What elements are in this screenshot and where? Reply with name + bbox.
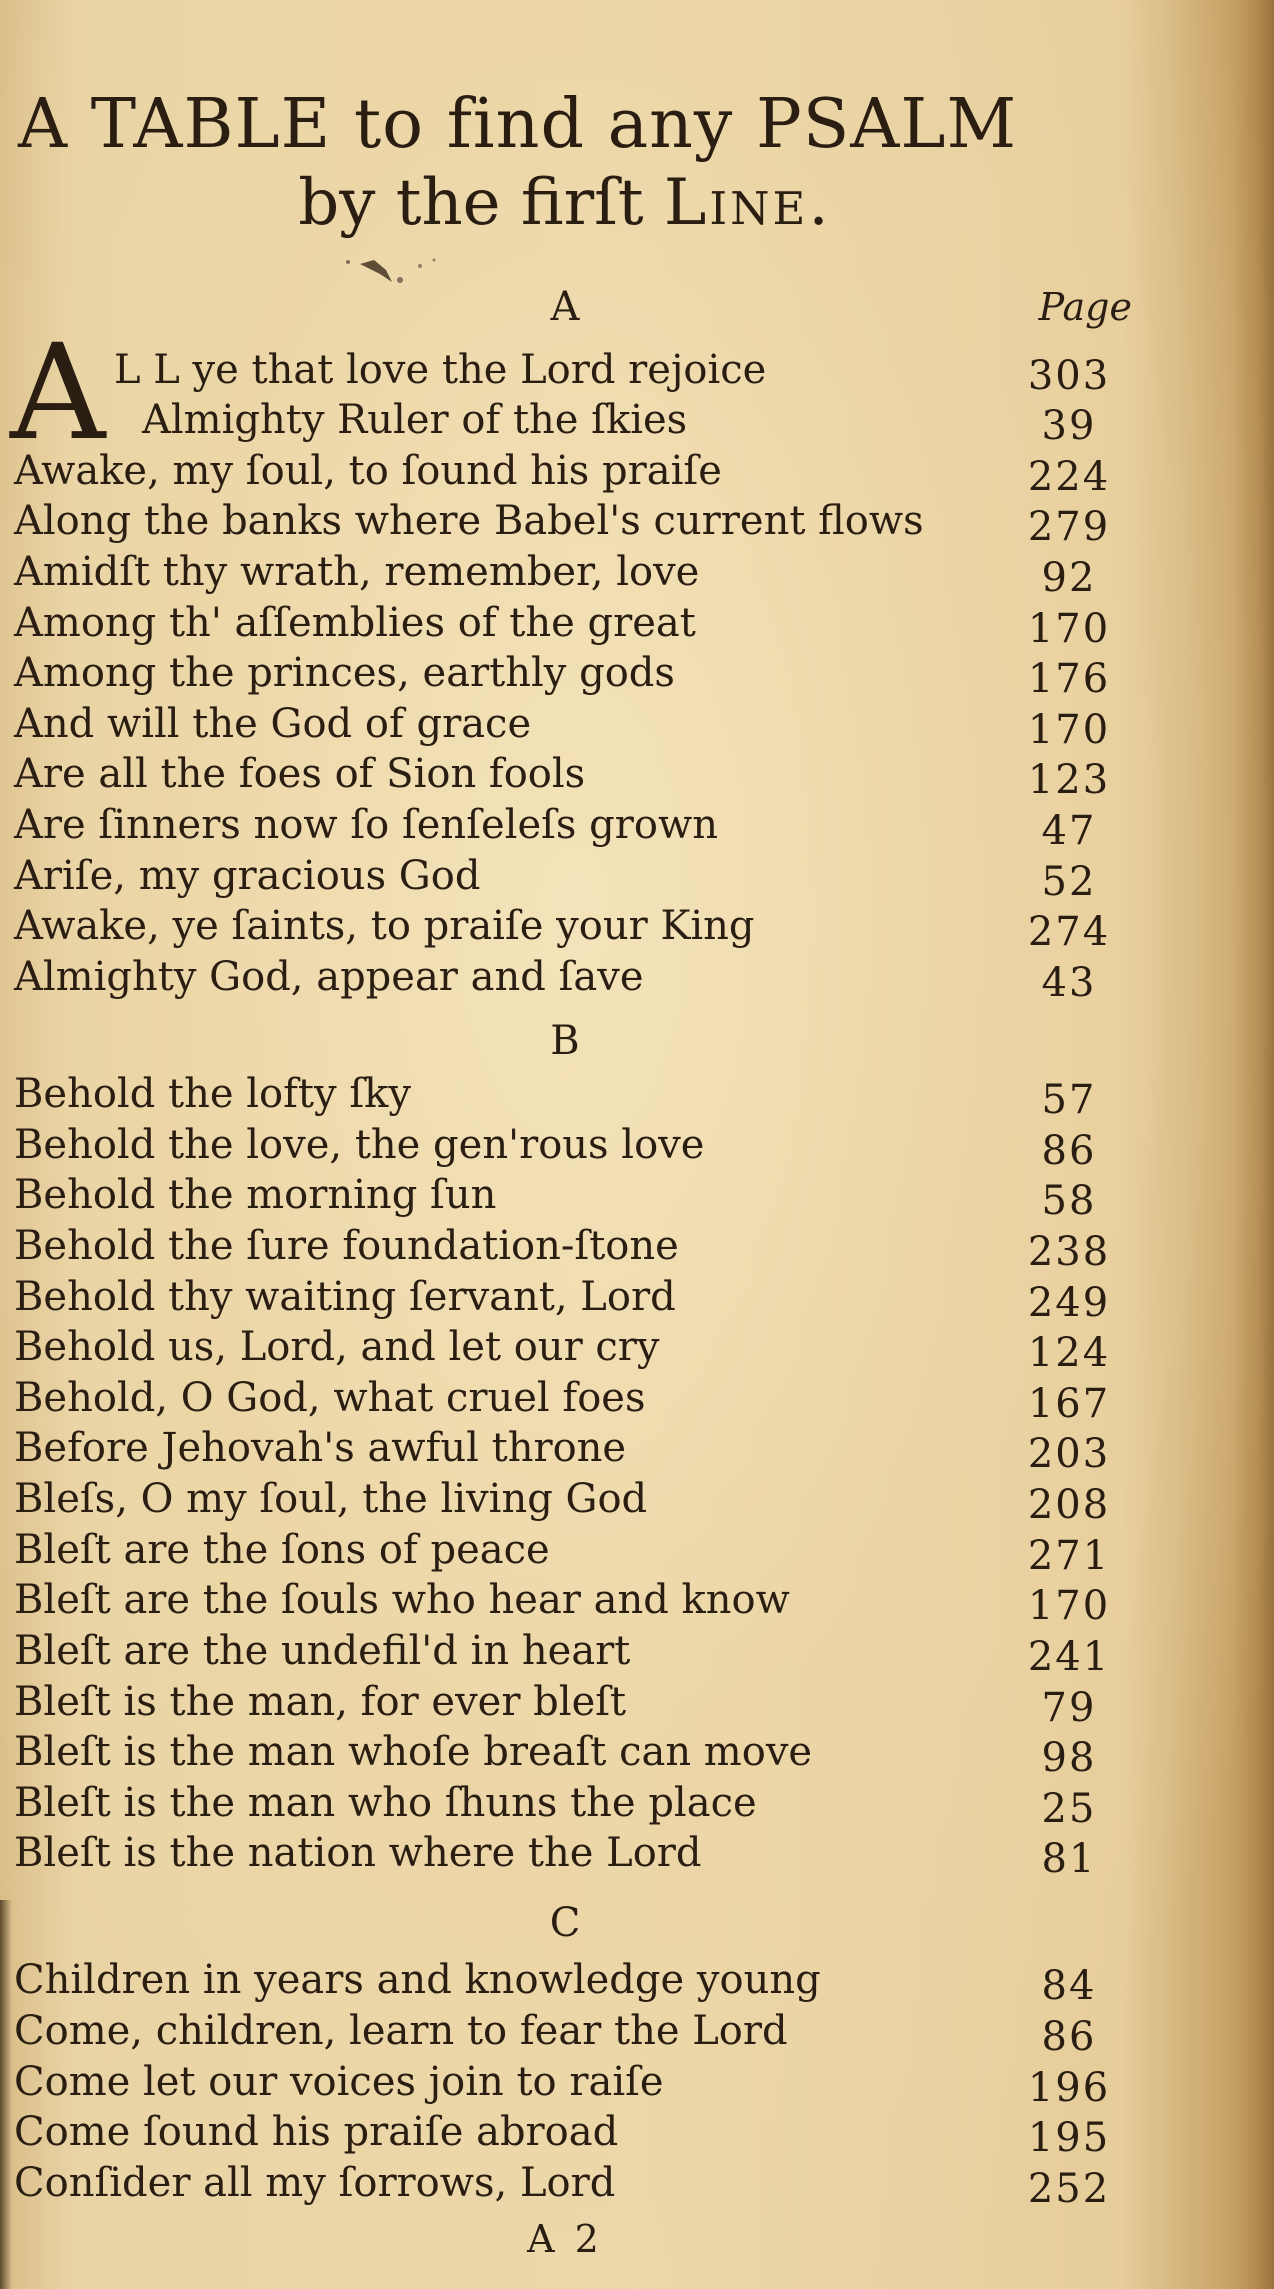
entry-page-number: 249 (1027, 1280, 1111, 1326)
entry-page-number: 196 (1027, 2065, 1111, 2111)
entry-page-number: 79 (1041, 1685, 1097, 1731)
entry-first-line: Behold the love, the gen'rous love (14, 1122, 705, 1168)
index-entry (14, 1778, 1124, 1832)
index-entry (14, 952, 1124, 1006)
entry-page-number: 303 (1027, 353, 1111, 399)
entry-page-number: 241 (1027, 1634, 1111, 1680)
entry-page-number: 98 (1041, 1735, 1097, 1781)
index-entry (14, 395, 1124, 449)
entry-page-number: 224 (1027, 454, 1111, 500)
entry-first-line: Almighty Ruler of the ſkies (142, 397, 688, 443)
entry-first-line: Conſider all my ſorrows, Lord (14, 2160, 616, 2206)
index-entry (14, 1272, 1124, 1326)
entry-first-line: Among the princes, earthly gods (14, 650, 675, 696)
index-entry (14, 2006, 1124, 2060)
index-entry (14, 1221, 1124, 1275)
entry-page-number: 208 (1027, 1482, 1111, 1528)
entry-first-line: Bleſs, O my ſoul, the living God (14, 1476, 648, 1522)
index-entry (14, 1525, 1124, 1579)
index-entry (14, 749, 1124, 803)
entry-page-number: 203 (1027, 1431, 1111, 1477)
entry-page-number: 58 (1041, 1178, 1097, 1224)
entry-first-line: Bleſt are the ſons of peace (14, 1527, 550, 1573)
entry-first-line: Along the banks where Babel's current flows (14, 498, 924, 544)
entry-first-line: Behold the lofty ſky (14, 1071, 411, 1117)
entry-first-line: Almighty God, appear and ſave (14, 954, 644, 1000)
entry-page-number: 170 (1027, 606, 1111, 652)
entry-page-number: 252 (1027, 2166, 1111, 2212)
entry-first-line: Are ſinners now ſo ſenſeleſs grown (14, 802, 718, 848)
entry-first-line: Behold the ſure foundation-ſtone (14, 1223, 679, 1269)
index-entry (14, 1828, 1124, 1882)
index-entry (14, 2107, 1124, 2161)
entry-first-line: Behold us, Lord, and let our cry (14, 1324, 660, 1370)
entry-first-line: Come ſound his praiſe abroad (14, 2109, 619, 2155)
entry-page-number: 92 (1041, 555, 1097, 601)
section-letter-c: C (549, 1900, 581, 1946)
entry-first-line: Behold, O God, what cruel foes (14, 1375, 646, 1421)
entry-page-number: 124 (1027, 1330, 1111, 1376)
index-entry (14, 1373, 1124, 1427)
index-entry (14, 648, 1124, 702)
entry-first-line: Bleſt are the undefil'd in heart (14, 1628, 631, 1674)
entry-page-number: 170 (1027, 707, 1111, 753)
entry-first-line: Children in years and knowledge young (14, 1957, 821, 2003)
drop-cap: A (10, 316, 106, 470)
entry-first-line: Among th' aſſemblies of the great (14, 600, 696, 646)
entry-first-line: Before Jehovah's awful throne (14, 1425, 627, 1471)
title-line-2-smallcaps: Line. (663, 166, 832, 240)
entry-page-number: 271 (1027, 1533, 1111, 1579)
entry-first-line: Bleſt is the man, for ever bleſt (14, 1679, 627, 1725)
index-entry (14, 598, 1124, 652)
entry-page-number: 39 (1041, 403, 1097, 449)
entry-first-line: L L ye that love the Lord rejoice (114, 347, 767, 393)
entry-first-line: Behold the morning ſun (14, 1172, 497, 1218)
entry-page-number: 170 (1027, 1583, 1111, 1629)
index-entry (14, 1575, 1124, 1629)
entry-page-number: 86 (1041, 1128, 1097, 1174)
entry-page-number: 279 (1027, 504, 1111, 550)
index-entry (14, 1120, 1124, 1174)
index-entry (14, 901, 1124, 955)
entry-page-number: 176 (1027, 656, 1111, 702)
page-title-line-2 (0, 165, 1130, 241)
entry-first-line: Awake, ye ſaints, to praiſe your King (14, 903, 755, 949)
page-edge-shadow (1234, 0, 1274, 2289)
section-letter-a: A (550, 284, 580, 330)
entry-page-number: 195 (1027, 2115, 1111, 2161)
entry-first-line: Come let our voices join to raiſe (14, 2059, 664, 2105)
entry-page-number: 167 (1027, 1381, 1111, 1427)
index-entry (14, 1322, 1124, 1376)
entry-page-number: 81 (1041, 1836, 1097, 1882)
entry-page-number: 52 (1041, 859, 1097, 905)
entry-page-number: 47 (1041, 808, 1097, 854)
index-entry (14, 1626, 1124, 1680)
entry-first-line: Behold thy waiting ſervant, Lord (14, 1274, 676, 1320)
entry-page-number: 57 (1041, 1077, 1097, 1123)
index-entry (14, 2057, 1124, 2111)
entry-page-number: 84 (1041, 1963, 1097, 2009)
entry-page-number: 123 (1027, 757, 1111, 803)
entry-first-line: Are all the foes of Sion fools (14, 751, 586, 797)
entry-first-line: Amidſt thy wrath, remember, love (14, 549, 700, 595)
entry-page-number: 86 (1041, 2014, 1097, 2060)
index-entry (14, 851, 1124, 905)
index-entry (14, 1474, 1124, 1528)
section-letter-b: B (550, 1018, 580, 1064)
index-entry (14, 446, 1124, 500)
entry-first-line: Come, children, learn to fear the Lord (14, 2008, 788, 2054)
index-entry (14, 1955, 1124, 2009)
entry-first-line: Bleſt is the nation where the Lord (14, 1830, 702, 1876)
index-entry (14, 1069, 1124, 1123)
entry-first-line: Bleſt are the ſouls who hear and know (14, 1577, 790, 1623)
index-entry (14, 699, 1124, 753)
entry-page-number: 43 (1041, 960, 1097, 1006)
entry-first-line: Bleſt is the man who ſhuns the place (14, 1780, 757, 1826)
page-column-label: Page (1038, 285, 1132, 329)
index-entry (14, 496, 1124, 550)
entry-first-line: Bleſt is the man whoſe breaſt can move (14, 1729, 813, 1775)
index-entry (14, 345, 1124, 399)
entry-page-number: 238 (1027, 1229, 1111, 1275)
entry-page-number: 274 (1027, 909, 1111, 955)
page-title-line-1: A TABLE to find any PSALM (18, 85, 1018, 164)
entry-first-line: Ariſe, my gracious God (14, 853, 481, 899)
index-entry (14, 2158, 1124, 2212)
index-entry (14, 1677, 1124, 1731)
index-entry (14, 547, 1124, 601)
signature-mark: A 2 (527, 2217, 603, 2261)
index-entry (14, 1727, 1124, 1781)
entry-first-line: And will the God of grace (14, 701, 532, 747)
title-line-2-text: by the firſt (298, 166, 664, 240)
index-entry (14, 1423, 1124, 1477)
entry-page-number: 25 (1041, 1786, 1097, 1832)
entry-first-line: Awake, my ſoul, to ſound his praiſe (14, 448, 722, 494)
index-entry (14, 800, 1124, 854)
index-entry (14, 1170, 1124, 1224)
